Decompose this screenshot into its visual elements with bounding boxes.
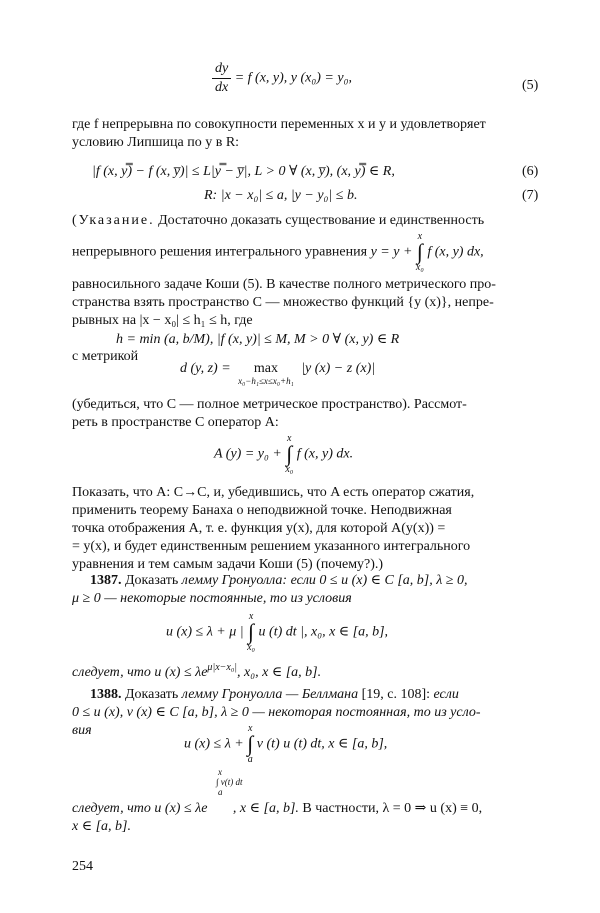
hint-paragraph: (Указание. Достаточно доказать существование и единственность xyxy=(72,213,485,228)
equation-5-rhs: = f (x, y), y (x₀) = y₀, xyxy=(234,70,352,86)
equation-7: R: |x − x₀| ≤ a, |y − y₀| ≤ b. xyxy=(204,188,358,203)
equation-number-7: (7) xyxy=(522,188,539,203)
derivative-fraction: $\frac{dy}{dx}$ xyxy=(212,60,231,97)
metric-equation: d (y, z) = max x₀−h₁≤x≤x₀+h₁ |y (x) − z (x)| xyxy=(180,361,376,386)
paragraph-lipschitz: где f непрерывна по совокупности переменных x и y и удовлетворяет условию Липшица по y в R: xyxy=(72,117,486,150)
integral-sign: x ∫ x₀ xyxy=(285,433,294,475)
equation-6: |f (x, y̿) − f (x, y̅)| ≤ L|y̿ − y̅|, L > 0 ∀ (x, y̅), (x, y̿) ∈ R, xyxy=(92,164,395,179)
gronwall-bellman-conclusion: следует, что u (x) ≤ λe , x ∈ [a, b]. В частности, λ = 0 ⇒ u (x) ≡ 0, x ∈ [a, b]. xyxy=(72,801,483,834)
gronwall-conclusion: следует, что u $(x) \le \lambda e^{\mu|x-x_0|}$, x₀, x ∈ [a, b]. xyxy=(72,662,322,680)
hint-label: (Указание. xyxy=(72,213,155,228)
problem-1388: 1388. Доказать лемму Гронуолла — Беллмана [19, с. 108]: если 0 ≤ u (x), v (x) ∈ C [a, b], λ ≥ 0 — некоторая постоянная, то из усло- вия xyxy=(72,687,481,738)
problem-number-1387: 1387. xyxy=(90,573,122,588)
integral-sign: x ∫ x₀ xyxy=(415,231,424,273)
hint-continuation: равносильного задаче Коши (5). В качестве полного метрического про- странства взять пространство C — множество функций {y (x)}, непре- рывных на |x − x₀| ≤ h₁ ≤ h, где xyxy=(72,277,496,328)
paragraph-banach: Показать, что A: C→C, и, убедившись, что A есть оператор сжатия, применить теорему Банаха о неподвижной точке. Неподвижная точка отображения A, т. е. функция y(x), для которой A(y(x)) = = y(x), и будет единственным решением указанного интегрального уравнения и тем самым задачи Коши (5) (почему?).) xyxy=(72,485,475,572)
operator-equation: A (y) = y₀ + x ∫ x₀ f (x, y) dx. xyxy=(214,433,354,475)
equation-number-6: (6) xyxy=(522,164,539,179)
problem-number-1388: 1388. xyxy=(90,687,122,702)
equation-h: h = min (a, b/M), |f (x, y)| ≤ M, M > 0 ∀ (x, y) ∈ R xyxy=(116,332,400,347)
integral-sign: x ∫ x₀ xyxy=(247,611,256,653)
exponent-integral: x ∫ v(t) dt a xyxy=(216,767,243,797)
gronwall-bellman-condition: u (x) ≤ λ + x ∫ a v (t) u (t) dt, x ∈ [a, b], xyxy=(184,723,388,765)
problem-1387: 1387. Доказать лемму Гронуолла: если 0 ≤ u (x) ∈ C [a, b], λ ≥ 0, μ ≥ 0 — некоторые постоянные, то из условия xyxy=(72,573,468,606)
equation-5 xyxy=(212,60,352,97)
paragraph-complete-space: (убедиться, что C — полное метрическое пространство). Рассмот- реть в пространстве C оператор A: xyxy=(72,397,467,430)
page-number: 254 xyxy=(72,859,93,874)
hint-integral-line: непрерывного решения интегрального уравнения y = y + x ∫ x₀ f (x, y) dx, xyxy=(72,231,484,273)
equation-number-5: (5) xyxy=(522,78,539,93)
integral-sign: x ∫ a xyxy=(247,723,254,765)
gronwall-condition: u (x) ≤ λ + μ | x ∫ x₀ u (t) dt |, x₀, x ∈ [a, b], xyxy=(166,611,389,653)
metric-label: с метрикой xyxy=(72,349,139,364)
max-operator: max x₀−h₁≤x≤x₀+h₁ xyxy=(238,361,294,386)
